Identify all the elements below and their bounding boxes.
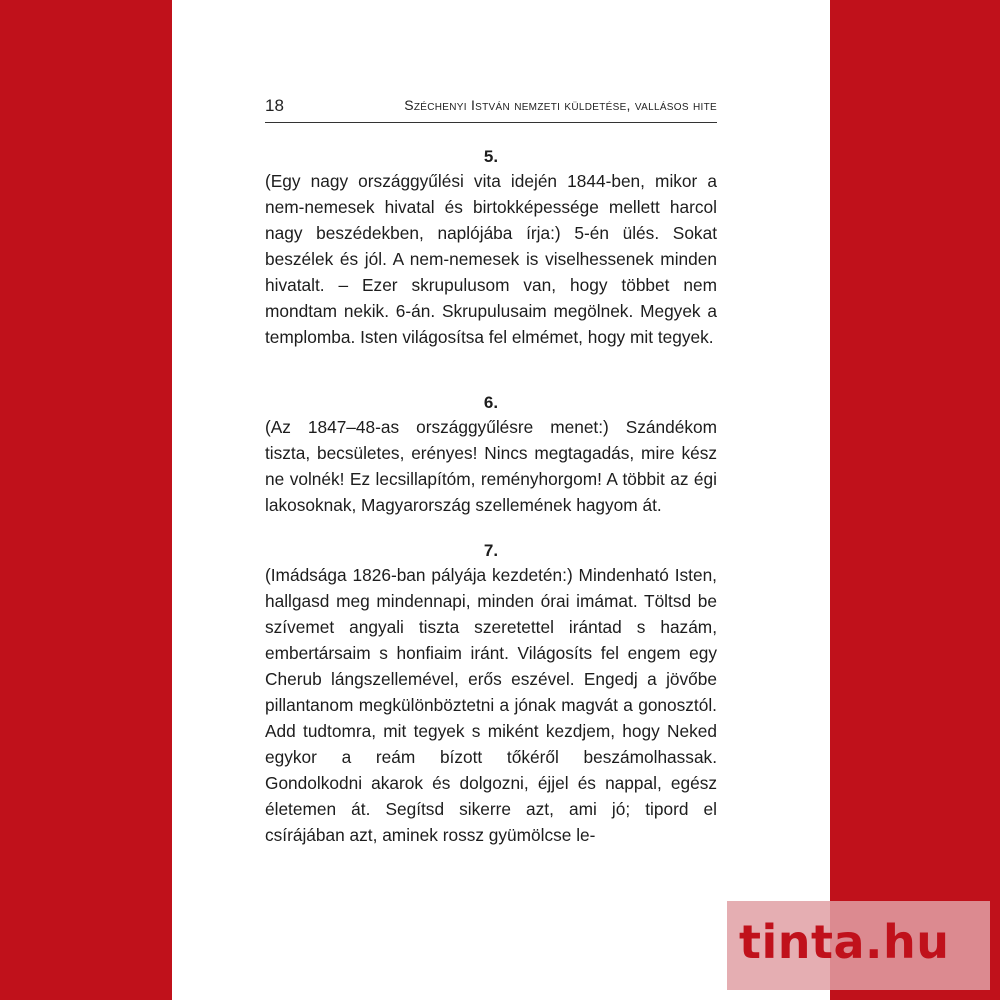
book-page bbox=[172, 0, 830, 1000]
section-7 bbox=[265, 540, 717, 848]
watermark-box bbox=[727, 901, 990, 990]
section-number: 6. bbox=[483, 393, 499, 412]
section-text: (Az 1847–48-as országgyűlésre menet:) Szándékom tiszta, becsületes, erényes! Nincs megtagadás, mire kész ne volnék! Ez lecsillapítóm, reményhorgom! A többit az égi lakosoknak, Magyarország szellemének hagyom át. bbox=[265, 417, 717, 515]
section-5 bbox=[265, 146, 717, 350]
section-text: (Egy nagy országgyűlési vita idején 1844-ben, mikor a nem-nemesek hivatal és birtokképessége mellett harcol nagy beszédekben, naplójába írja:) 5-én ülés. Sokat beszélek és jól. A nem-nemesek is viselhessenek minden hivatalt. – Ezer skrupulusom van, hogy többet nem mondtam nekik. 6-án. Skrupulusaim megölnek. Megyek a templomba. Isten világosítsa fel elmémet, hogy mit tegyek. bbox=[265, 171, 717, 347]
watermark-logo: tinta.hu bbox=[739, 915, 950, 969]
section-text: (Imádsága 1826-ban pályája kezdetén:) Mindenható Isten, hallgasd meg mindennapi, minden órai imámat. Töltsd be szívemet angyali tiszta szeretettel irántad s hazám, embertársaim s honfiaim iránt. Világosíts fel engem egy Cherub lángszellemével, erős eszével. Engedj a jövőbe pillantanom megkülönböztetni a jónak magvát a gonosztól. Add tudtomra, mit tegyek s miként kezdjem, hogy Neked egykor a reám bízott tőkéről beszámolhassak. Gondolkodni akarok és dolgozni, éjjel és nappal, egész életemen át. Segítsd sikerre azt, ami jó; tipord el csírájában azt, aminek rossz gyümölcse le- bbox=[265, 565, 717, 845]
running-header bbox=[265, 94, 717, 123]
section-number: 7. bbox=[483, 541, 499, 560]
running-title: Széchenyi István nemzeti küldetése, vallásos hite bbox=[404, 97, 717, 113]
section-6 bbox=[265, 392, 717, 518]
page-number: 18 bbox=[265, 96, 284, 115]
section-number: 5. bbox=[483, 147, 499, 166]
